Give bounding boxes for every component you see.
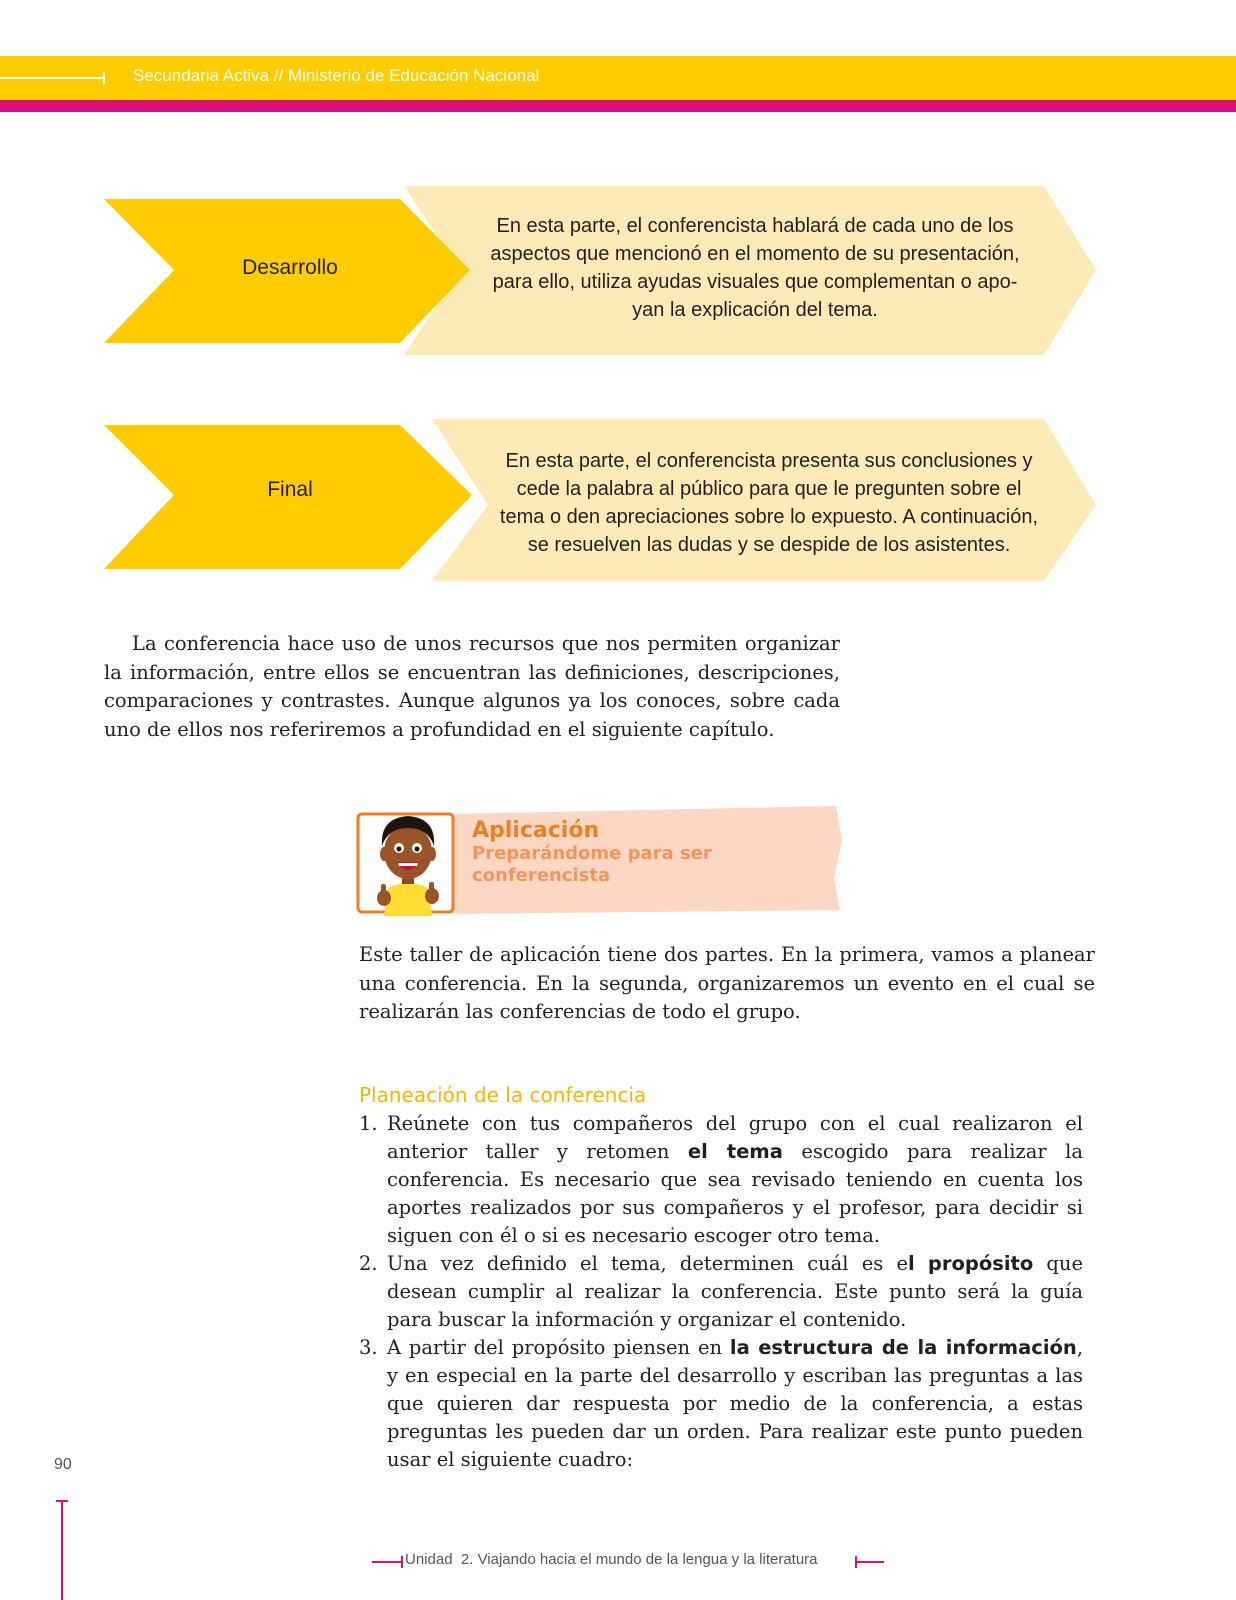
footer-unit-title: 2. Viajando hacia el mundo de la lengua y la literatura <box>460 1551 818 1568</box>
footer-rule-right <box>856 1561 884 1563</box>
application-intro: Este taller de aplicación tiene dos partes. En la primera, vamos a planear una conferencia. En la segunda, organizaremos un evento en el cual se realizarán las conferencias de todo el grupo. <box>359 943 1095 1023</box>
planning-step-3: 3. A partir del propósito piensen en la estructura de la información, y en especial en la parte del desarrollo y escriban las preguntas a las que quieren dar respuesta por medio de la conferencia, a estas preguntas les pueden dar un orden. Para realizar este punto pueden usar el siguiente cuadro: <box>359 1336 1084 1471</box>
footer-vertical-rule <box>61 1500 63 1600</box>
footer-unit <box>405 1551 818 1568</box>
child-thumbs-up-icon <box>362 806 454 916</box>
page-number: 90 <box>54 1456 72 1473</box>
application-subtitle-line2: conferencista <box>472 865 611 886</box>
footer-unit-label: Unidad <box>405 1551 453 1568</box>
chevron-label-final: Final <box>267 478 313 501</box>
planning-step-1: 1. Reúnete con tus compañeros del grupo con el cual realizaron el anterior taller y retomen el tema escogido para realizar la conferencia. Es necesario que sea revisado teniendo en cuenta los aportes realizados por sus compañeros y el profesor, para decidir si siguen con él o si es necesario escoger otro tema. <box>359 1112 1083 1247</box>
intro-paragraph: La conferencia hace uso de unos recursos que nos permiten organizar la información, entre ellos se encuentran las definiciones, descripciones, comparaciones y contrastes. Aunque algunos ya los conoces, sobre cada uno de ellos nos referiremos a profundidad en el siguiente capítulo. <box>104 632 840 741</box>
chevron-label-desarrollo: Desarrollo <box>242 256 338 279</box>
footer-rule-left <box>372 1561 402 1563</box>
footer-rule-left-tick <box>401 1556 403 1568</box>
application-title: Aplicación <box>472 818 600 843</box>
application-subtitle-line1: Preparándome para ser <box>472 843 712 864</box>
planning-title: Planeación de la conferencia <box>359 1083 647 1107</box>
chevron-description-final: En esta parte, el conferencista presenta sus conclusiones y cede la palabra al público para que le pregunten sobre el tema o den apreciaciones sobre lo expuesto. A continuación, se resuelven las dudas y se despide de los asistentes. <box>499 450 1039 556</box>
planning-step-2: 2. Una vez definido el tema, determinen cuál es el propósito que desean cumplir al realizar la conferencia. Este punto será la guía para buscar la información y organizar el contenido. <box>359 1252 1084 1331</box>
planning-steps <box>359 1110 1083 1474</box>
footer-vertical-rule-cap <box>56 1500 68 1502</box>
header-title: Secundaria Activa // Ministerio de Educación Nacional <box>133 66 540 85</box>
chevron-description-desarrollo: En esta parte, el conferencista hablará de cada uno de los aspectos que mencionó en el momento de su presentación, para ello, utiliza ayudas visuales que complementan o apo-yan la explicación del tema. <box>490 215 1020 321</box>
